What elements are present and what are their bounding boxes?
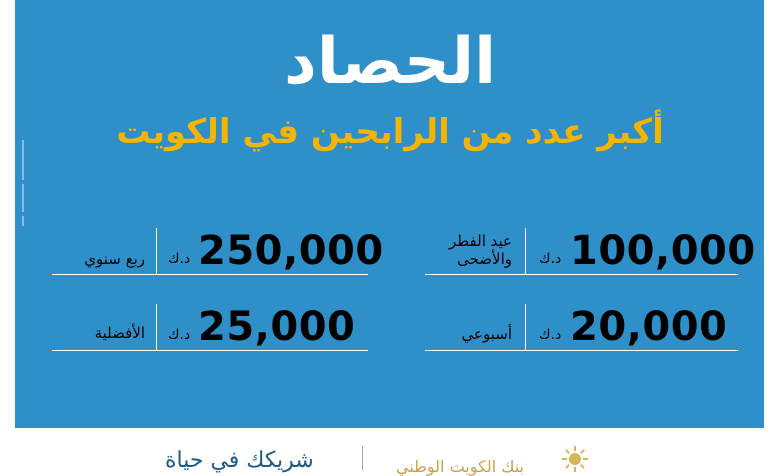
prize-label: الأفضلية: [94, 324, 145, 342]
prize-divider: [156, 228, 157, 274]
footer-brand-name: بنك الكويت الوطني: [396, 457, 525, 476]
prize-amount: 100,000: [570, 228, 756, 274]
prize-divider: [525, 304, 526, 350]
prize-label: ربع سنوي: [84, 250, 145, 268]
footer-divider: [362, 446, 363, 470]
prize-label: أسبوعي: [461, 325, 512, 343]
prize-label: عيد الفطر والأضحى: [448, 232, 512, 268]
page-title: الحصاد: [283, 25, 497, 99]
prize-amount: 25,000: [198, 304, 356, 350]
prize-underline: [52, 274, 368, 275]
side-fine-print: [22, 140, 28, 230]
page-subtitle: أكبر عدد من الرابحين في الكويت: [116, 112, 664, 152]
prize-amount: 20,000: [570, 304, 728, 350]
prize-divider: [156, 304, 157, 350]
prize-currency: د.ك: [168, 327, 191, 343]
prize-currency: د.ك: [539, 251, 562, 267]
prize-currency: د.ك: [539, 327, 562, 343]
prize-currency: د.ك: [168, 251, 191, 267]
prize-amount: 250,000: [198, 228, 384, 274]
prize-underline: [425, 274, 738, 275]
prize-divider: [525, 228, 526, 274]
prize-underline: [425, 350, 738, 351]
footer-slogan: شريكك في حياة: [165, 448, 314, 473]
prize-underline: [52, 350, 368, 351]
